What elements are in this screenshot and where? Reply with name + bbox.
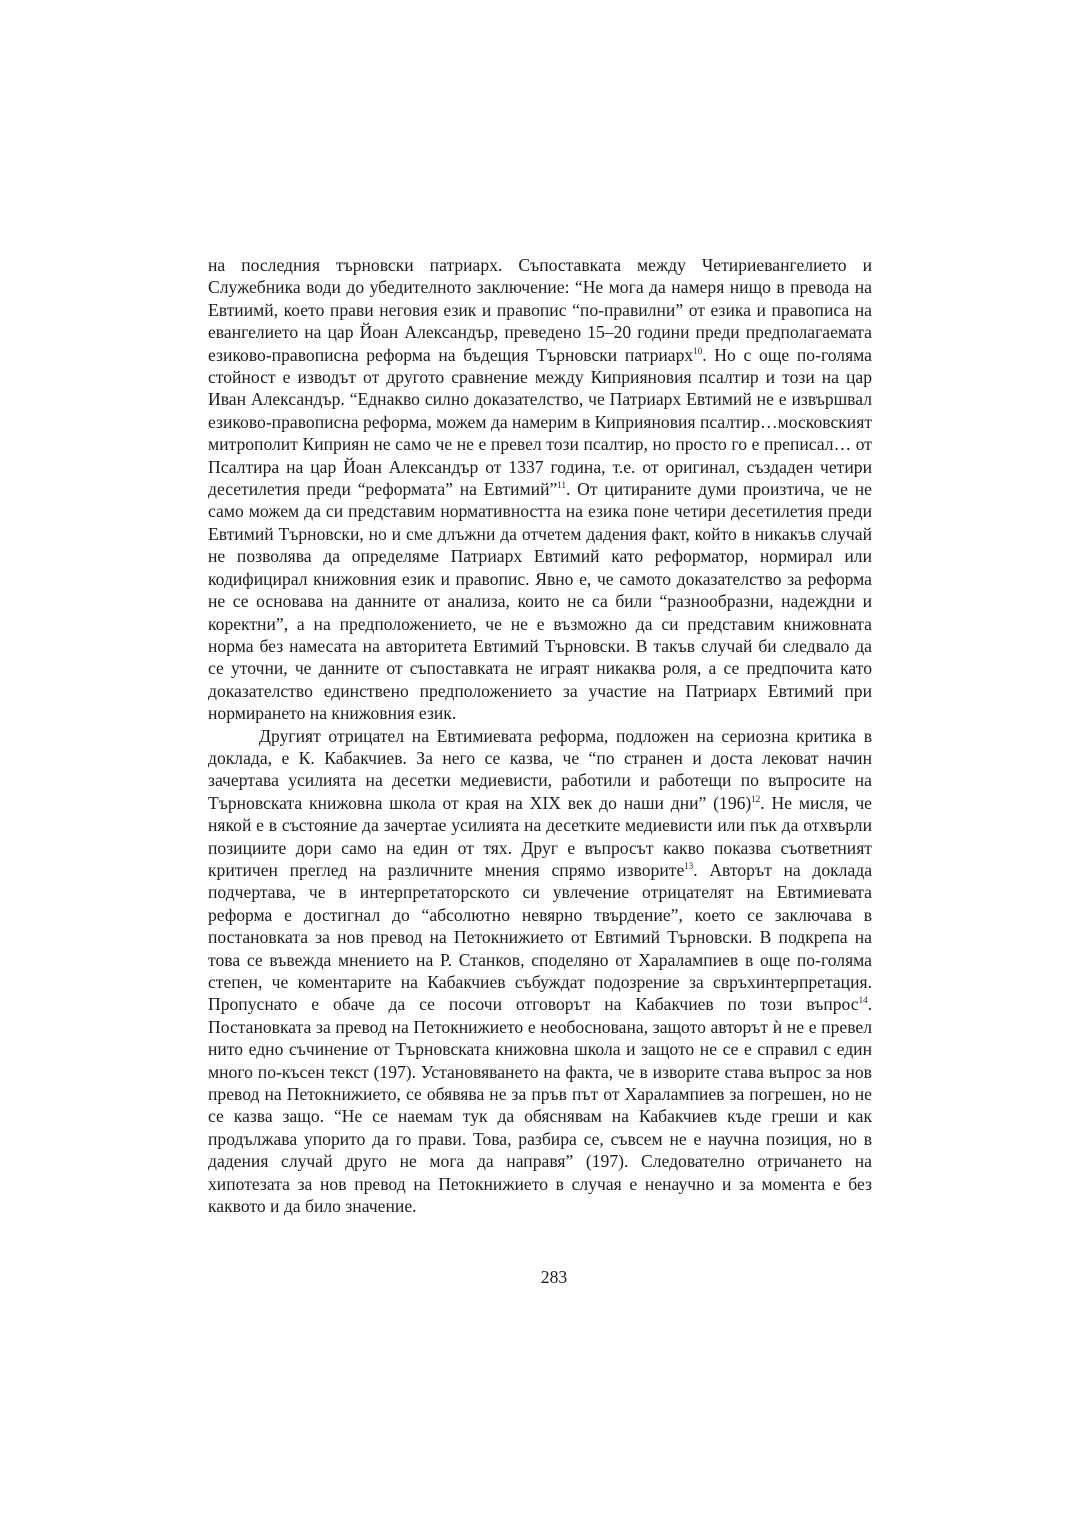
paragraph-1 [208,254,872,725]
footnote-ref-10: 10 [693,345,703,356]
footnote-ref-12: 12 [751,793,761,804]
footnote-ref-13: 13 [684,860,694,871]
page-number: 283 [540,1267,568,1287]
text-segment: . Авторът на доклада подчертава, че в интерпретаторското си увлечение отрицателят на Евтимиевата реформа е достигнал до “абсолютно невярно твърдение”, което се заключава в постановката за нов превод на Петокнижието от Евтимий Търновски. В подкрепа на това се въвежда мнението на Р. Станков, споделяно от Харалампиев в още по-голяма степен, че коментарите на Кабакчиев събуждат подозрение за свръхинтерпретация. Пропуснато е обаче да се посочи отговорът на Кабакчиев по този въпрос [208,859,873,1015]
paragraph-2 [208,725,872,1218]
text-segment: Другият отрицател на Евтимиевата реформа, подложен на сериозна критика в доклада, е К. Кабакчиев. За него се казва, че “по странен и доста лековат начин зачертава усилията на десетки медиевисти, работили и работещи по въпросите на Търновската книжовна школа от края на XIX век до наши дни” (196) [208,725,872,813]
text-segment: . От цитираните думи произтича, че не само можем да си представим нормативността на езика поне четири десетилетия преди Евтимий Търновски, но и сме длъжни да отчетем дадения факт, който в никакъв случай не позволява да определяме Патриарх Евтимий като реформатор, нормирал или кодифицирал книжовния език и правопис. Явно е, че самото доказателство за реформа не се основава на данните от анализа, които не са били “разнообразни, надеждни и коректни”, а на предположението, че не е възможно да си представим книжовната норма без намесата на авторитета Евтимий Търновски. В такъв случай би следвало да се уточни, че данните от съпоставката не играят никаква роля, а се предпочита като доказателство единствено предположението за участие на Патриарх Евтимий при нормирането на книжовния език. [208,479,872,724]
text-segment: . Но с още по-голяма стойност е изводът от другото сравнение между Киприяновия псалтир и този на цар Иван Александър. “Еднакво силно доказателство, че Патриарх Евтимий не е извършвал езиково-правописна реформа, можем да намерим в Киприяновия псалтир…московският митрополит Киприян не само че не е превел този псалтир, но просто го е преписал… от Псалтира на цар Йоан Александър от 1337 година, т.е. от оригинал, създаден четири десетилетия преди “реформата” на Евтимий” [208,344,873,500]
footnote-ref-11: 11 [557,480,566,491]
footnote-ref-14: 14 [858,995,868,1006]
page-body [208,254,872,1217]
text-segment: на последния търновски патриарх. Съпоставката между Четириевангелието и Служебника води до убедителното заключение: “Не мога да намеря нищо в превода на Евтиимй, което прави неговия език и правопис “по-правилни” от езика и правописа на евангелието на цар Йоан Александър, преведено 15–20 години преди предполагаемата езиково-правописна реформа на бъдещия Търновски патриарх [208,255,872,365]
text-segment: . Не мисля, че някой е в състояние да зачертае усилията на десетките медиевисти или пък да отхвърли позициите дори само на един от тях. Друг е въпросът какво показва съответният критичен преглед на различните мнения спрямо изворите [208,792,872,880]
text-segment: . Постановката за превод на Петокнижието е необоснована, защото авторът ѝ не е превел нито едно съчинение от Търновската книжовна школа и защото не се е справил с един много по-късен текст (197). Установяването на факта, че в изворите става въпрос за нов превод на Петокнижието, се обявява не за пръв път от Харалампиев за погрешен, но не се казва защо. “Не се наемам тук да обяснявам на Кабакчиев къде греши и как продължава упорито да го прави. Това, разбира се, съвсем не е научна позиция, но в дадения случай друго не мога да направя” (197). Следователно отричането на хипотезата за нов превод на Петокнижието в случая е ненаучно и за момента е без каквото и да било значение. [208,994,872,1217]
